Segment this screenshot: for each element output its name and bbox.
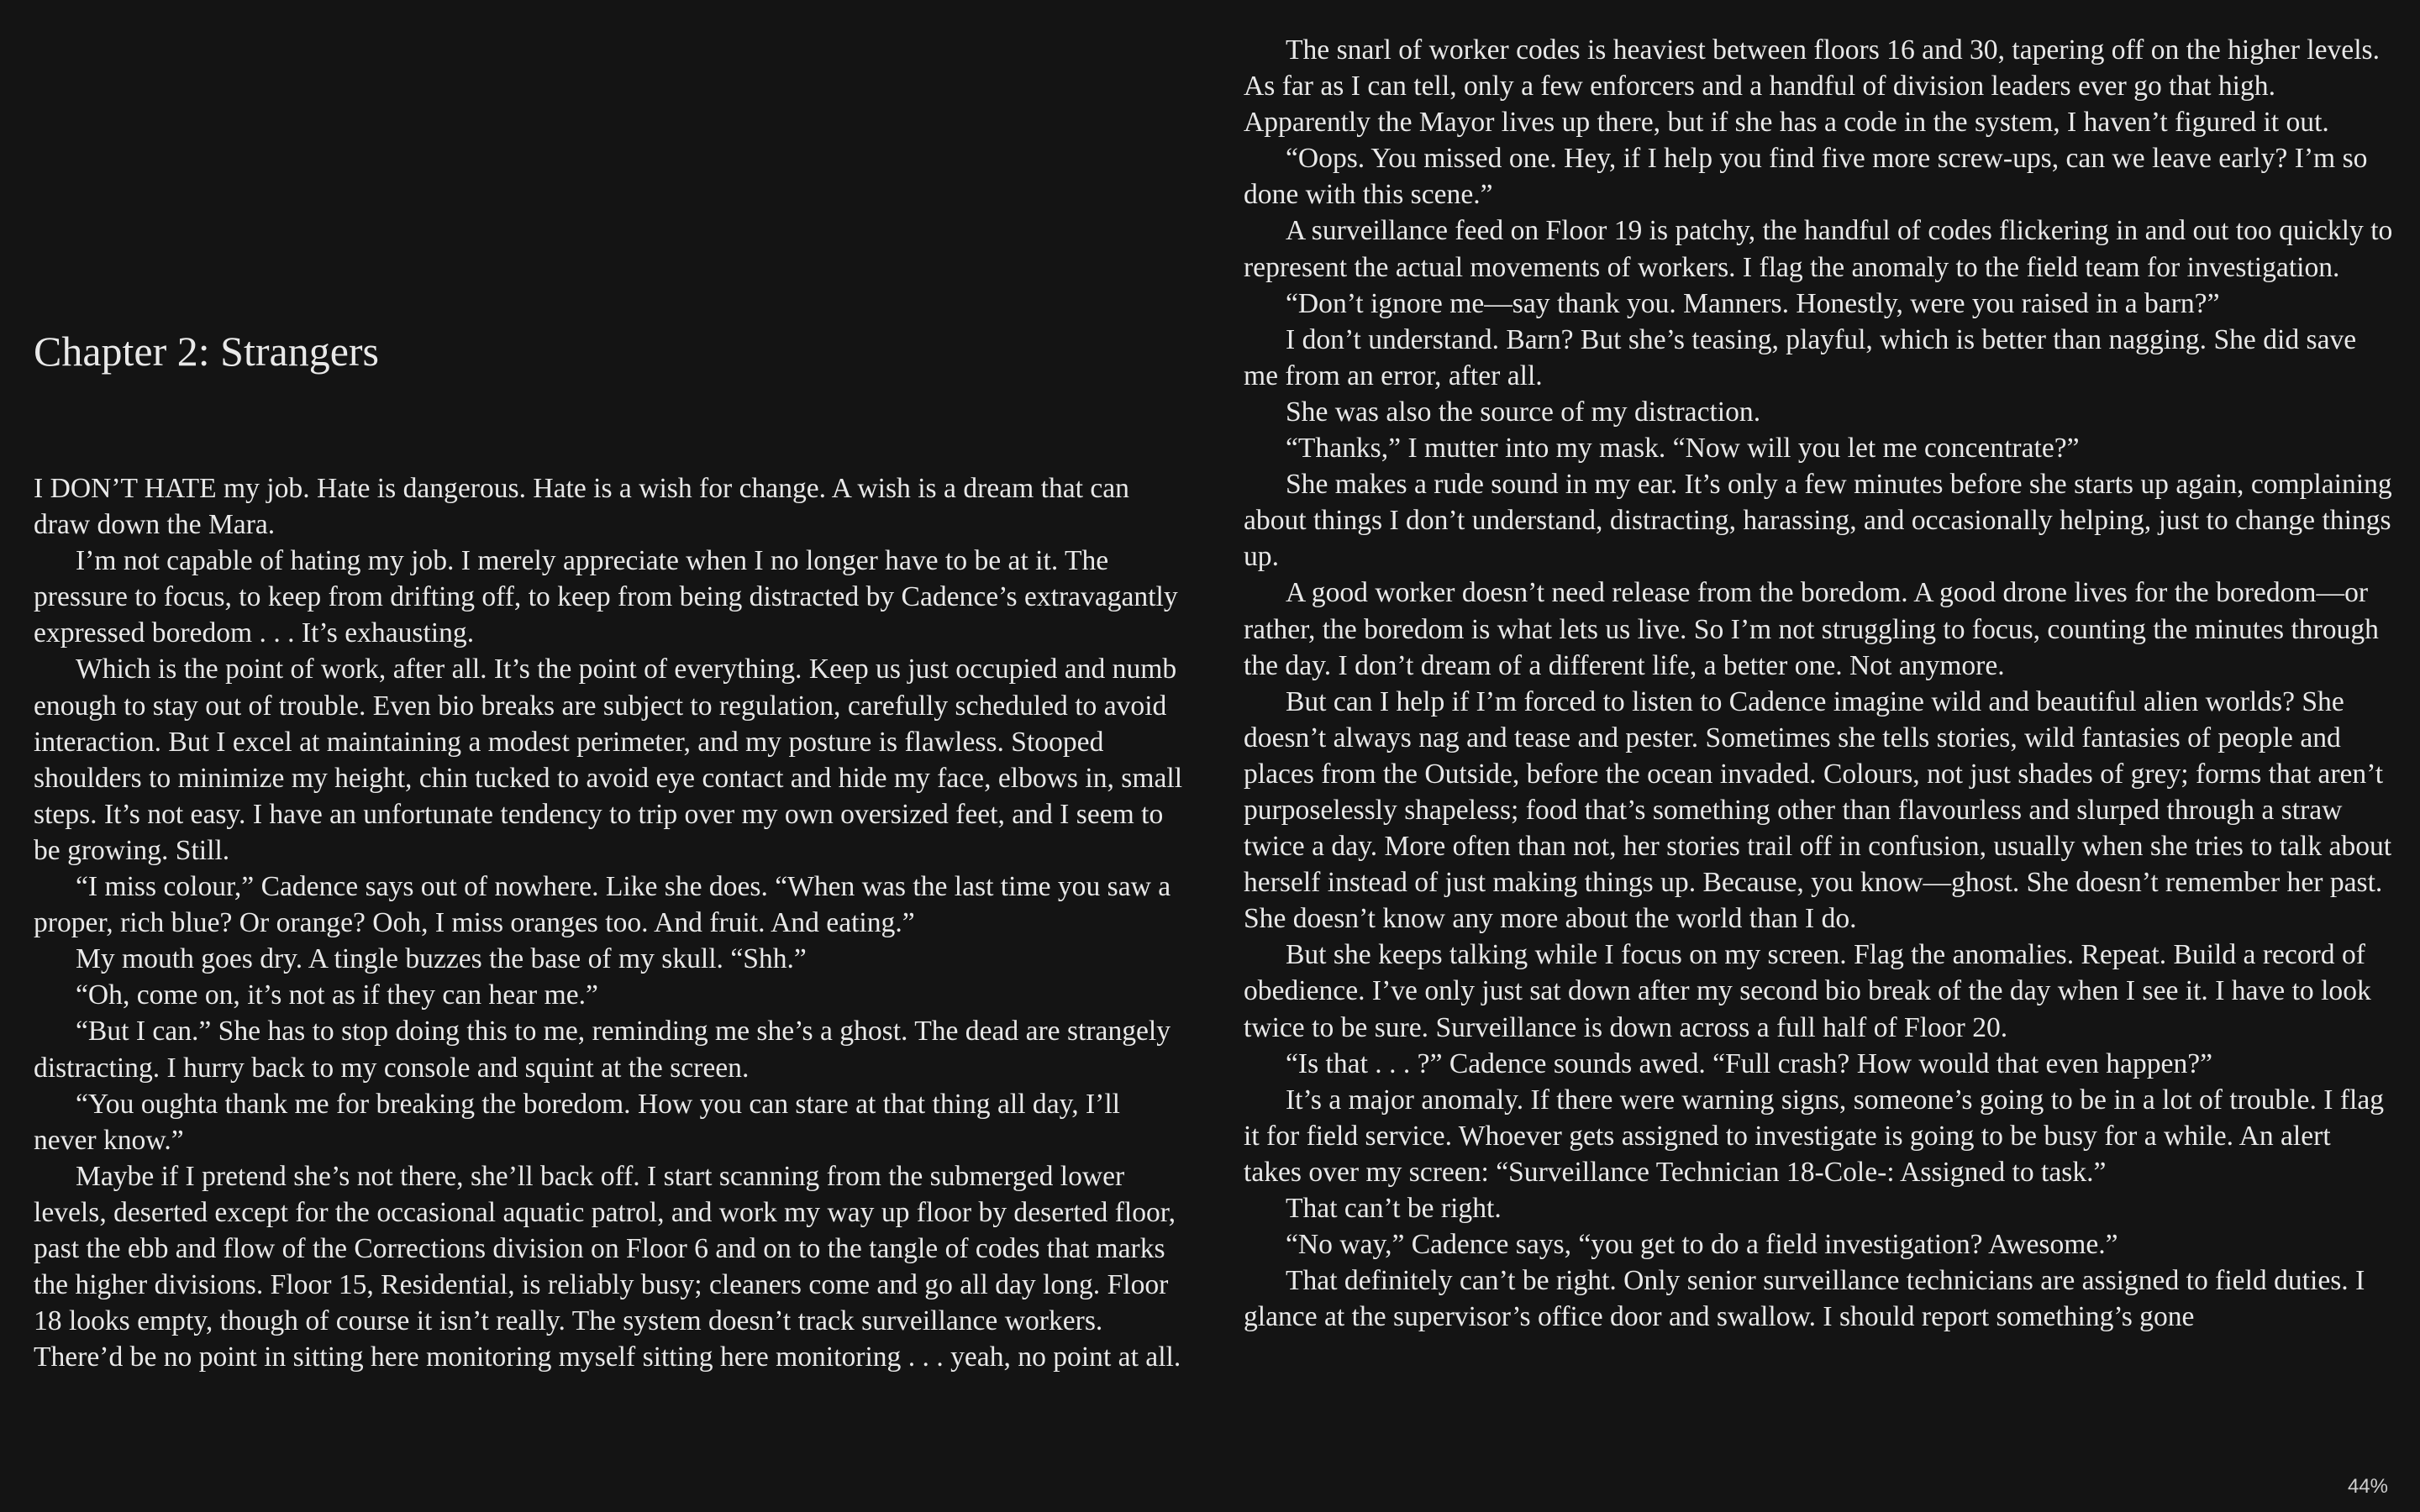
- paragraph: “I miss colour,” Cadence says out of nowhere. Like she does. “When was the last time you saw a proper, rich blue? Or orange? Ooh, I miss oranges too. And fruit. And eating.”: [34, 871, 1171, 939]
- paragraph: She makes a rude sound in my ear. It’s only a few minutes before she starts up again, complaining about things I don’t understand, distracting, harassing, and occasionally helping, just to change things up.: [1244, 469, 2392, 573]
- paragraph: “Don’t ignore me—say thank you. Manners. Honestly, were you raised in a barn?”: [1286, 287, 2220, 319]
- chapter-title: Chapter 2: Strangers: [34, 328, 380, 375]
- paragraph: “You oughta thank me for breaking the boredom. How you can stare at that thing all day, I’ll never know.”: [34, 1088, 1121, 1156]
- right-page-text: [1244, 32, 2395, 1335]
- paragraph: It’s a major anomaly. If there were warning signs, someone’s going to be in a lot of trouble. I flag it for field service. Whoever gets assigned to investigate is going to be busy for a while. An alert takes over my screen: “Surveillance Technician 18-Cole-: Assigned to task.”: [1244, 1084, 2385, 1188]
- paragraph: Which is the point of work, after all. It’s the point of everything. Keep us just occupied and numb enough to stay out of trouble. Even bio breaks are subject to regulation, carefully scheduled to avoid interaction. But I excel at maintaining a modest perimeter, and my posture is flawless. Stooped shoulders to minimize my height, chin tucked to avoid eye contact and hide my face, elbows in, small steps. It’s not easy. I have an unfortunate tendency to trip over my own oversized feet, and I seem to be growing. Still.: [34, 654, 1183, 866]
- paragraph: She was also the source of my distraction.: [1286, 396, 1761, 428]
- paragraph: “But I can.” She has to stop doing this to me, reminding me she’s a ghost. The dead are strangely distracting. I hurry back to my console and squint at the screen.: [34, 1016, 1171, 1084]
- paragraph: I DON’T HATE my job. Hate is dangerous. Hate is a wish for change. A wish is a dream that can draw down the Mara.: [34, 473, 1129, 541]
- right-page: [1244, 0, 2395, 1512]
- paragraph: “Oops. You missed one. Hey, if I help you find five more screw-ups, can we leave early? I’m so done with this scene.”: [1244, 143, 2368, 211]
- paragraph: But she keeps talking while I focus on my screen. Flag the anomalies. Repeat. Build a record of obedience. I’ve only just sat down after my second bio break of the day when I see it. I have to look twice to be sure. Surveillance is down across a full half of Floor 20.: [1244, 939, 2371, 1043]
- paragraph: A surveillance feed on Floor 19 is patchy, the handful of codes flickering in and out too quickly to represent the actual movements of workers. I flag the anomaly to the field team for investigation.: [1244, 215, 2393, 283]
- paragraph: “Is that . . . ?” Cadence sounds awed. “Full crash? How would that even happen?”: [1286, 1047, 2213, 1079]
- left-page: [34, 0, 1185, 1512]
- reading-progress: 44%: [2347, 1475, 2388, 1498]
- left-page-text: [34, 470, 1185, 1375]
- paragraph: I’m not capable of hating my job. I merely appreciate when I no longer have to be at it. The pressure to focus, to keep from drifting off, to keep from being distracted by Cadence’s extravagantly expressed boredom . . . It’s exhausting.: [34, 545, 1178, 649]
- paragraph: That definitely can’t be right. Only senior surveillance technicians are assigned to field duties. I glance at the supervisor’s office door and swallow. I should report something’s gone: [1244, 1265, 2365, 1333]
- paragraph: A good worker doesn’t need release from the boredom. A good drone lives for the boredom—or rather, the boredom is what lets us live. So I’m not struggling to focus, counting the minutes through the day. I don’t dream of a different life, a better one. Not anymore.: [1244, 577, 2379, 681]
- paragraph: “No way,” Cadence says, “you get to do a field investigation? Awesome.”: [1286, 1229, 2118, 1261]
- paragraph: Maybe if I pretend she’s not there, she’ll back off. I start scanning from the submerged lower levels, deserted except for the occasional aquatic patrol, and work my way up floor by deserted floor, past the ebb and flow of the Corrections division on Floor 6 and on to the tangle of codes that marks the higher divisions. Floor 15, Residential, is reliably busy; cleaners come and go all day long. Floor 18 looks empty, though of course it isn’t really. The system doesn’t track surveillance workers. There’d be no point in sitting here monitoring myself sitting here monitoring . . . yeah, no point at all.: [34, 1160, 1181, 1373]
- paragraph: My mouth goes dry. A tingle buzzes the base of my skull. “Shh.”: [76, 943, 807, 975]
- paragraph: But can I help if I’m forced to listen to Cadence imagine wild and beautiful alien worlds? She doesn’t always nag and tease and pester. Sometimes she tells stories, wild fantasies of people and places from the Outside, before the ocean invaded. Colours, not just shades of grey; forms that aren’t purposelessly shapeless; food that’s something other than flavourless and slurped through a straw twice a day. More often than not, her stories trail off in confusion, usually when she tries to talk about herself instead of just making things up. Because, you know—ghost. She doesn’t remember her past. She doesn’t know any more about the world than I do.: [1244, 685, 2392, 935]
- paragraph: The snarl of worker codes is heaviest between floors 16 and 30, tapering off on the higher levels. As far as I can tell, only a few enforcers and a handful of division leaders ever go that high. Apparently the Mayor lives up there, but if she has a code in the system, I haven’t figured it out.: [1244, 34, 2381, 139]
- paragraph: “Thanks,” I mutter into my mask. “Now will you let me concentrate?”: [1286, 433, 2080, 465]
- paragraph: “Oh, come on, it’s not as if they can hear me.”: [76, 979, 598, 1011]
- paragraph: I don’t understand. Barn? But she’s teasing, playful, which is better than nagging. She did save me from an error, after all.: [1244, 323, 2357, 391]
- paragraph: That can’t be right.: [1286, 1193, 1502, 1224]
